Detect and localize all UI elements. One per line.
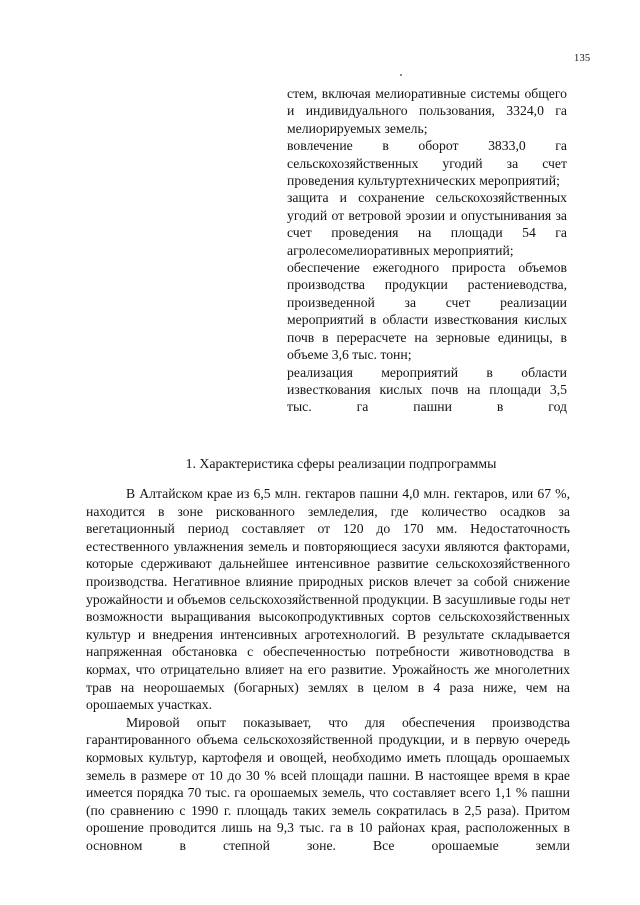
goal-item: обеспечение ежегодного прироста объемов производства продукции растениеводства, произведенной за счет реализации мероприятий в области известкования кислых почв в перерасчете на зерновые единицы, в объеме 3,6 тыс. тонн; — [287, 260, 567, 363]
section-heading: 1. Характеристика сферы реализации подпрограммы — [185, 456, 497, 471]
scan-speck — [400, 74, 402, 76]
body-paragraph: Мировой опыт показывает, что для обеспечения производства гарантированного объема сельскохозяйственной продукции, и в первую очередь кормовых культур, картофеля и овощей, необходимо иметь площадь орошаемых земель в размере от 10 до 30 % всей площади пашни. В настоящее время в крае имеется порядка 70 тыс. га орошаемых земель, что составляет всего 1,1 % пашни (по сравнению с 1990 г. площадь таких земель сократилась в 2,5 раза). Притом орошение проводится лишь на 9,3 тыс. га в 10 районах края, расположенных в основном в степной зоне. Все орошаемые земли — [86, 714, 570, 853]
goals-list — [287, 85, 567, 416]
page-number: 135 — [574, 53, 591, 64]
goal-item: стем, включая мелиоративные системы общего и индивидуального пользования, 3324,0 га мелиорируемых земель; — [287, 86, 567, 136]
goal-item: реализация мероприятий в области известкования кислых почв на площади 3,5 тыс. га пашни в год — [287, 364, 567, 415]
body-paragraph: В Алтайском крае из 6,5 млн. гектаров пашни 4,0 млн. гектаров, или 67 %, находится в зоне рискованного земледелия, где количество осадков за вегетационный период составляет от 120 до 170 мм. Недостаточность естественного увлажнения земель и повторяющиеся засухи являются факторами, которые сдерживают дальнейшее интенсивное развитие сельскохозяйственного производства. Негативное влияние природных рисков влечет за собой снижение урожайности и объемов сельскохозяйственной продукции. В засушливые годы нет возможности выращивания высокопродуктивных сортов сельскохозяйственных культур и внедрения интенсивных агротехнологий. В результате складывается напряженная обстановка с обеспеченностью потребности животноводства в кормах, что отрицательно влияет на его развитие. Урожайность же многолетних трав на неорошаемых (богарных) землях в целом в 4 раза ниже, чем на орошаемых участках. — [86, 486, 570, 713]
goal-item: защита и сохранение сельскохозяйственных угодий от ветровой эрозии и опустынивания за счет проведения на площади 54 га агролесомелиоративных мероприятий; — [287, 190, 567, 258]
goal-item: вовлечение в оборот 3833,0 га сельскохозяйственных угодий за счет проведения культуртехнических мероприятий; — [287, 138, 567, 189]
section-body — [86, 485, 570, 854]
